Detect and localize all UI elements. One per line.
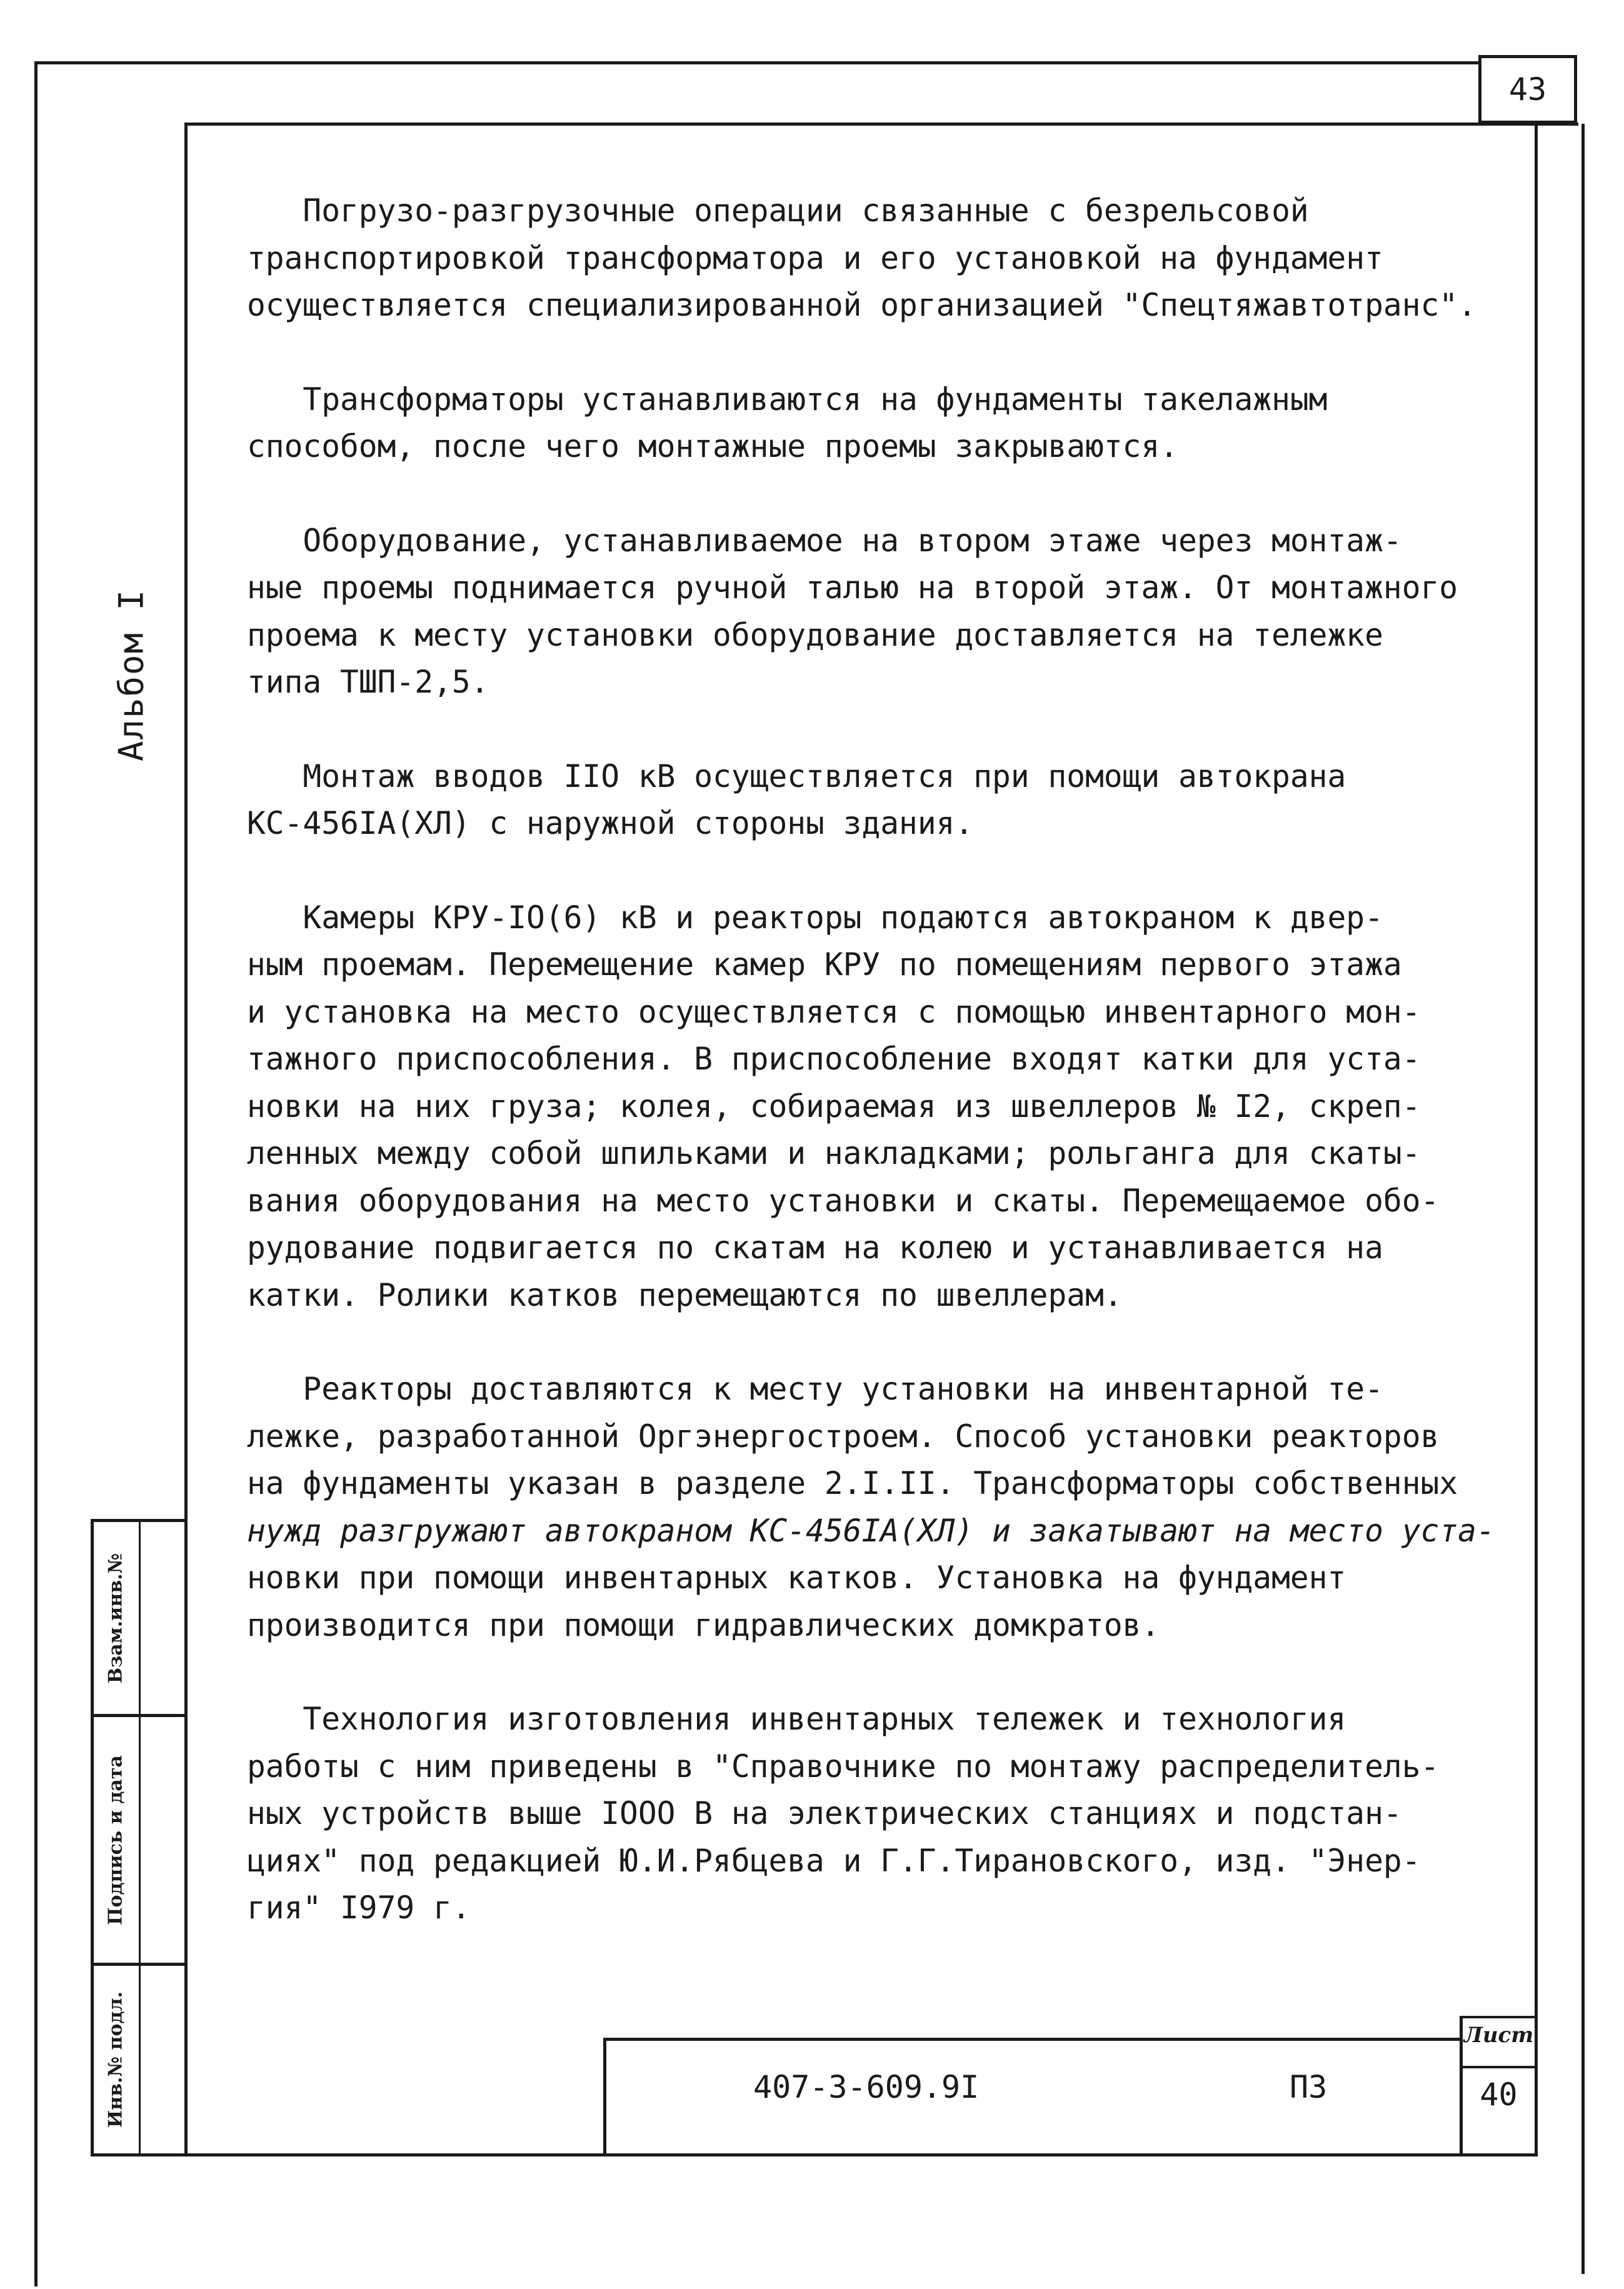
paragraph-7 bbox=[247, 1696, 1535, 1932]
text-line: нужд разгружают автокраном КС-456IА(ХЛ) и закатывают на место уста- bbox=[247, 1512, 1495, 1549]
paragraph-3 bbox=[247, 518, 1535, 706]
side-album-label-container bbox=[100, 550, 163, 800]
stamp-top-border bbox=[603, 2038, 1463, 2041]
text-line: ленных между собой шпильками и накладками; рольганга для скаты- bbox=[247, 1135, 1421, 1171]
document-body bbox=[247, 188, 1535, 1932]
text-line: работы с ним приведены в "Справочнике по монтажу распределитель- bbox=[247, 1748, 1440, 1785]
text-line: новки при помощи инвентарных катков. Установка на фундамент bbox=[247, 1560, 1346, 1596]
text-line: лежке, разработанной Оргэнергостроем. Способ установки реакторов bbox=[247, 1418, 1440, 1455]
text-line: циях" под редакцией Ю.И.Рябцева и Г.Г.Тирановского, изд. "Энер- bbox=[247, 1842, 1421, 1879]
side-cell-signature-date bbox=[91, 1717, 141, 1963]
paragraph-gap bbox=[247, 848, 1535, 894]
paragraph-gap bbox=[247, 1319, 1535, 1366]
text-line: и установка на место осуществляется с помощью инвентарного мон- bbox=[247, 993, 1421, 1030]
inner-frame-bottom bbox=[91, 2153, 1538, 2156]
document-code: 407-3-609.9I bbox=[753, 2069, 980, 2105]
text-line: Камеры КРУ-IO(6) кВ и реакторы подаются автокраном к двер- bbox=[247, 899, 1383, 936]
text-line: ные проемы поднимается ручной талью на второй этаж. От монтажного bbox=[247, 569, 1458, 606]
paragraph-6 bbox=[247, 1366, 1535, 1649]
inner-frame-right bbox=[1535, 123, 1538, 2156]
text-line: Трансформаторы устанавливаются на фундаменты такелажным bbox=[247, 381, 1328, 418]
side-cell-exchange-inventory-text: Взам.инв.№ bbox=[104, 1553, 127, 1683]
text-line: Реакторы доставляются к месту установки на инвентарной те- bbox=[247, 1371, 1383, 1407]
inner-frame-left bbox=[184, 123, 188, 2156]
text-line: катки. Ролики катков перемещаются по швеллерам. bbox=[247, 1276, 1123, 1313]
stamp-left-border bbox=[603, 2038, 606, 2156]
stamp-sheet-top-border bbox=[1460, 2016, 1538, 2018]
text-line: Погрузо-разгрузочные операции связанные с безрельсовой bbox=[247, 193, 1309, 229]
text-line: способом, после чего монтажные проемы закрываются. bbox=[247, 428, 1179, 464]
text-line: гия" I979 г. bbox=[247, 1890, 471, 1926]
text-line: Технология изготовления инвентарных тележек и технология bbox=[247, 1701, 1346, 1737]
text-line: производится при помощи гидравлических домкратов. bbox=[247, 1606, 1160, 1643]
outer-frame-top bbox=[34, 61, 1478, 64]
text-line: на фундаменты указан в разделе 2.I.II. Трансформаторы собственных bbox=[247, 1465, 1458, 1501]
text-line: новки на них груза; колея, собираемая из швеллеров № I2, скреп- bbox=[247, 1088, 1421, 1124]
outer-frame-left bbox=[34, 61, 38, 2286]
text-line: Монтаж вводов IIO кВ осуществляется при помощи автокрана bbox=[247, 758, 1346, 794]
paragraph-1 bbox=[247, 188, 1535, 329]
paragraph-gap bbox=[247, 1649, 1535, 1696]
side-cell-exchange-inventory bbox=[91, 1522, 141, 1714]
paragraph-gap bbox=[247, 706, 1535, 753]
paragraph-gap bbox=[247, 329, 1535, 376]
document-type: ПЗ bbox=[1290, 2069, 1328, 2105]
paragraph-2 bbox=[247, 376, 1535, 471]
text-line: рудование подвигается по скатам на колею и устанавливается на bbox=[247, 1230, 1383, 1266]
sheet-label: Лист bbox=[1463, 2023, 1534, 2048]
outer-frame-right bbox=[1581, 124, 1585, 2274]
sheet-number: 40 bbox=[1480, 2076, 1518, 2113]
page-number: 43 bbox=[1478, 55, 1577, 124]
text-line: проема к месту установки оборудование доставляется на тележке bbox=[247, 616, 1383, 653]
side-cell-original-inventory-text: Инв.№ подл. bbox=[104, 1991, 127, 2128]
text-line: ным проемам. Перемещение камер КРУ по помещениям первого этажа bbox=[247, 946, 1402, 983]
side-album-label: Альбом I bbox=[111, 588, 151, 762]
paragraph-4 bbox=[247, 753, 1535, 848]
paragraph-gap bbox=[247, 471, 1535, 518]
text-line: Оборудование, устанавливаемое на втором этаже через монтаж- bbox=[247, 522, 1402, 559]
text-line: ных устройств выше IOOO В на электрических станциях и подстан- bbox=[247, 1795, 1402, 1831]
stamp-sheet-divider bbox=[1460, 2066, 1538, 2068]
inner-frame-top bbox=[184, 123, 1578, 126]
text-line: транспортировкой трансформатора и его установкой на фундамент bbox=[247, 239, 1383, 276]
text-line: тажного приспособления. В приспособление входят катки для уста- bbox=[247, 1041, 1421, 1077]
text-line: КС-456IА(ХЛ) с наружной стороны здания. bbox=[247, 805, 974, 841]
side-cell-original-inventory bbox=[91, 1966, 141, 2153]
text-line: вания оборудования на место установки и скаты. Перемещаемое обо- bbox=[247, 1182, 1440, 1219]
side-cell-signature-date-text: Подпись и дата bbox=[104, 1755, 127, 1925]
text-line: типа ТШП-2,5. bbox=[247, 664, 489, 700]
paragraph-5 bbox=[247, 894, 1535, 1320]
text-line: осуществляется специализированной организацией "Спецтяжавтотранс". bbox=[247, 287, 1476, 323]
